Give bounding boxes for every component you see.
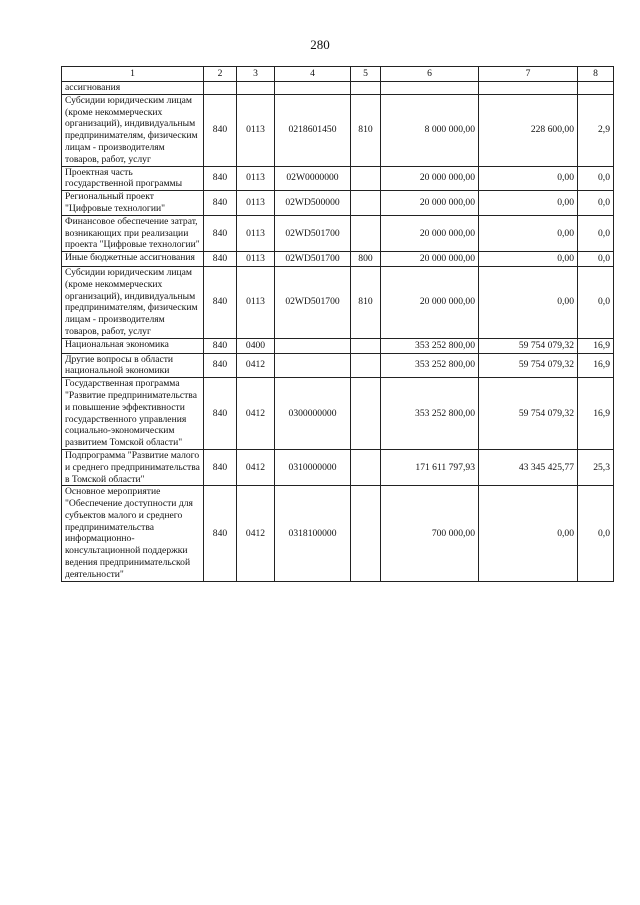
cell-plan: 20 000 000,00 [381, 166, 479, 191]
cell-section: 0113 [237, 266, 275, 338]
cell-percent [578, 82, 614, 95]
cell-section: 0412 [237, 378, 275, 450]
cell-section: 0113 [237, 252, 275, 267]
cell-expense-type [351, 166, 381, 191]
cell-expense-type: 810 [351, 94, 381, 166]
cell-ministry: 840 [204, 215, 237, 251]
cell-ministry: 840 [204, 486, 237, 581]
cell-target: 0218601450 [275, 94, 351, 166]
cell-actual: 59 754 079,32 [479, 338, 578, 353]
cell-actual: 0,00 [479, 215, 578, 251]
cell-actual: 0,00 [479, 166, 578, 191]
cell-ministry: 840 [204, 94, 237, 166]
cell-target: 02WD501700 [275, 252, 351, 267]
cell-section: 0113 [237, 94, 275, 166]
cell-ministry: 840 [204, 252, 237, 267]
row-name: Другие вопросы в области национальной экономики [62, 353, 204, 378]
column-header: 2 [204, 67, 237, 82]
cell-percent: 0,0 [578, 166, 614, 191]
cell-actual: 43 345 425,77 [479, 449, 578, 485]
page-number: 280 [310, 37, 330, 52]
cell-target [275, 338, 351, 353]
cell-plan: 700 000,00 [381, 486, 479, 581]
table-row [62, 353, 614, 378]
cell-section: 0412 [237, 486, 275, 581]
cell-target: 0310000000 [275, 449, 351, 485]
column-header: 4 [275, 67, 351, 82]
cell-actual: 59 754 079,32 [479, 378, 578, 450]
cell-actual [479, 82, 578, 95]
table-row [62, 266, 614, 338]
row-name: Проектная часть государственной программы [62, 166, 204, 191]
column-header: 5 [351, 67, 381, 82]
row-name: Государственная программа "Развитие предпринимательства и повышение эффективности государственного управления социально-экономическим развитием Томской области" [62, 378, 204, 450]
cell-percent: 0,0 [578, 266, 614, 338]
table-row [62, 191, 614, 216]
cell-expense-type: 800 [351, 252, 381, 267]
table-row [62, 252, 614, 267]
table-row [62, 166, 614, 191]
budget-table [61, 66, 614, 582]
cell-target [275, 353, 351, 378]
cell-plan: 20 000 000,00 [381, 266, 479, 338]
row-name: ассигнования [62, 82, 204, 95]
cell-expense-type [351, 215, 381, 251]
cell-actual: 59 754 079,32 [479, 353, 578, 378]
cell-plan [381, 82, 479, 95]
column-header: 3 [237, 67, 275, 82]
cell-expense-type: 810 [351, 266, 381, 338]
cell-section [237, 82, 275, 95]
cell-target: 02WD501700 [275, 215, 351, 251]
cell-target: 02W0000000 [275, 166, 351, 191]
cell-plan: 20 000 000,00 [381, 191, 479, 216]
cell-expense-type [351, 353, 381, 378]
cell-target: 02WD500000 [275, 191, 351, 216]
table-row [62, 94, 614, 166]
cell-percent: 25,3 [578, 449, 614, 485]
cell-target: 02WD501700 [275, 266, 351, 338]
cell-plan: 353 252 800,00 [381, 378, 479, 450]
cell-expense-type [351, 486, 381, 581]
cell-actual: 0,00 [479, 266, 578, 338]
cell-section: 0113 [237, 166, 275, 191]
row-name: Субсидии юридическим лицам (кроме некоммерческих организаций), индивидуальным предпринимателям, физическим лицам - производителям товаров, работ, услуг [62, 94, 204, 166]
cell-section: 0400 [237, 338, 275, 353]
cell-actual: 0,00 [479, 486, 578, 581]
cell-percent: 0,0 [578, 486, 614, 581]
cell-plan: 20 000 000,00 [381, 252, 479, 267]
cell-plan: 8 000 000,00 [381, 94, 479, 166]
column-header: 7 [479, 67, 578, 82]
cell-plan: 20 000 000,00 [381, 215, 479, 251]
cell-section: 0113 [237, 215, 275, 251]
table-row [62, 449, 614, 485]
row-name: Основное мероприятие "Обеспечение доступности для субъектов малого и среднего предпринимательства информационно-консультационной поддержки ведения предпринимательской деятельности" [62, 486, 204, 581]
cell-ministry: 840 [204, 449, 237, 485]
row-name: Финансовое обеспечение затрат, возникающих при реализации проекта "Цифровые технологии" [62, 215, 204, 251]
cell-percent: 2,9 [578, 94, 614, 166]
cell-ministry: 840 [204, 266, 237, 338]
cell-expense-type [351, 449, 381, 485]
cell-ministry [204, 82, 237, 95]
cell-plan: 353 252 800,00 [381, 353, 479, 378]
cell-section: 0113 [237, 191, 275, 216]
cell-section: 0412 [237, 353, 275, 378]
cell-expense-type [351, 191, 381, 216]
cell-ministry: 840 [204, 338, 237, 353]
cell-actual: 0,00 [479, 252, 578, 267]
table-row [62, 215, 614, 251]
cell-ministry: 840 [204, 191, 237, 216]
cell-actual: 228 600,00 [479, 94, 578, 166]
cell-percent: 0,0 [578, 191, 614, 216]
cell-ministry: 840 [204, 353, 237, 378]
row-name: Подпрограмма "Развитие малого и среднего предпринимательства в Томской области" [62, 449, 204, 485]
cell-target: 0318100000 [275, 486, 351, 581]
cell-expense-type [351, 378, 381, 450]
cell-expense-type [351, 82, 381, 95]
cell-ministry: 840 [204, 166, 237, 191]
cell-actual: 0,00 [479, 191, 578, 216]
table-row [62, 486, 614, 581]
cell-target: 0300000000 [275, 378, 351, 450]
cell-percent: 16,9 [578, 338, 614, 353]
cell-ministry: 840 [204, 378, 237, 450]
cell-expense-type [351, 338, 381, 353]
cell-plan: 171 611 797,93 [381, 449, 479, 485]
column-header: 8 [578, 67, 614, 82]
cell-section: 0412 [237, 449, 275, 485]
cell-plan: 353 252 800,00 [381, 338, 479, 353]
row-name: Региональный проект "Цифровые технологии" [62, 191, 204, 216]
cell-percent: 16,9 [578, 353, 614, 378]
column-header: 6 [381, 67, 479, 82]
table-row [62, 82, 614, 95]
table-header-row [62, 67, 614, 82]
cell-percent: 16,9 [578, 378, 614, 450]
table-row [62, 338, 614, 353]
cell-target [275, 82, 351, 95]
cell-percent: 0,0 [578, 215, 614, 251]
row-name: Субсидии юридическим лицам (кроме некоммерческих организаций), индивидуальным предпринимателям, физическим лицам - производителям товаров, работ, услуг [62, 266, 204, 338]
cell-percent: 0,0 [578, 252, 614, 267]
row-name: Иные бюджетные ассигнования [62, 252, 204, 267]
row-name: Национальная экономика [62, 338, 204, 353]
table-row [62, 378, 614, 450]
column-header: 1 [62, 67, 204, 82]
